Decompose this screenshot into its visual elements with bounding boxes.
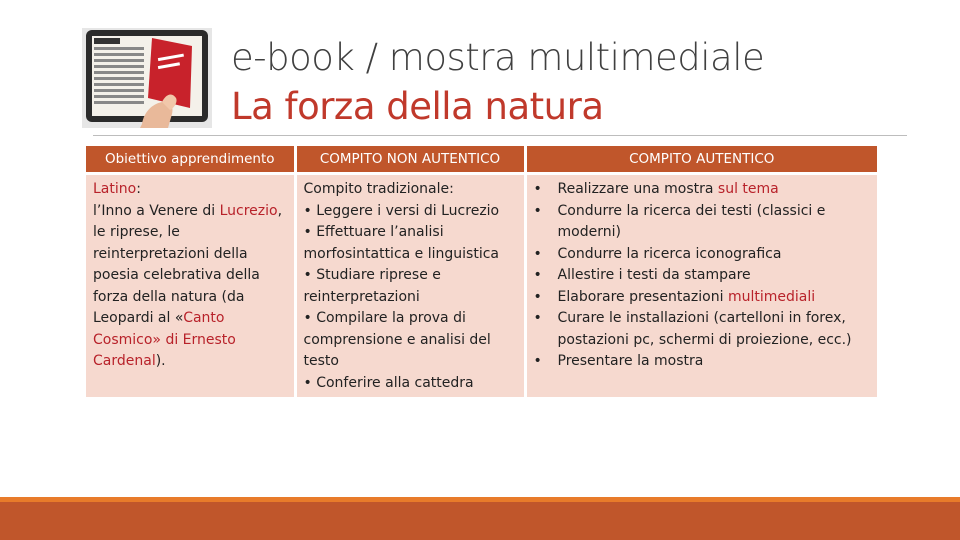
list-item: • Conferire alla cattedra — [303, 374, 474, 391]
comparison-table — [86, 146, 877, 397]
footer-bar — [0, 497, 960, 540]
header-authentic: COMPITO AUTENTICO — [525, 146, 877, 174]
objective-cell — [86, 174, 295, 398]
page-title-line2: La forza della natura — [231, 85, 604, 128]
page-title-line1: e-book / mostra multimediale — [231, 36, 765, 79]
list-item — [534, 287, 872, 309]
list-item: • Effettuare l’analisi morfosintattica e linguistica — [303, 224, 499, 262]
table-header-row — [86, 146, 877, 174]
title-divider — [93, 135, 907, 136]
list-item: • Studiare riprese e reinterpretazioni — [303, 267, 441, 305]
list-item-text: Curare le installazioni (cartelloni in forex, postazioni pc, schermi di proiezione, ecc.) — [557, 310, 852, 348]
list-item — [534, 244, 872, 266]
list-item-highlight: multimediali — [727, 288, 816, 305]
lucrezio-text: Lucrezio — [219, 202, 278, 219]
list-item: • Compilare la prova di comprensione e analisi del testo — [303, 310, 491, 369]
list-item — [534, 201, 872, 244]
authentic-cell — [525, 174, 877, 398]
list-item — [534, 351, 872, 373]
footer-stripe — [0, 497, 960, 502]
list-item-text: Condurre la ricerca iconografica — [557, 245, 782, 262]
list-item-text: Realizzare una mostra — [557, 181, 718, 197]
list-item: • Leggere i versi di Lucrezio — [303, 202, 500, 219]
header-non-authentic: COMPITO NON AUTENTICO — [295, 146, 525, 174]
list-item — [534, 308, 872, 351]
sep-text: : — [136, 181, 141, 197]
canto-cosmico-text: Canto Cosmico» di Ernesto Cardenal — [93, 310, 236, 369]
table-row — [86, 174, 877, 398]
list-item — [534, 179, 872, 201]
non-authentic-cell — [295, 174, 525, 398]
list-item-highlight: sul tema — [717, 181, 779, 197]
latino-text: Latino — [93, 181, 137, 197]
list-item-text: Allestire i testi da stampare — [557, 267, 751, 283]
list-item-text: Elaborare presentazioni — [557, 288, 728, 305]
non-authentic-intro: Compito tradizionale: — [303, 181, 454, 197]
list-item-text: Presentare la mostra — [557, 353, 704, 369]
authentic-list — [534, 179, 872, 373]
objective-rest-text: le riprese, le reinterpretazioni della poesia celebrativa della forza della natura (da Leopardi al « — [93, 224, 260, 326]
list-item-text: Condurre la ricerca dei testi (classici e moderni) — [557, 202, 826, 240]
tablet-ebook-image — [82, 28, 212, 128]
inno-text: l’Inno a Venere di — [93, 202, 220, 219]
header-objective: Obiettivo apprendimento — [86, 146, 295, 174]
sep-text-2: , — [277, 202, 283, 219]
list-item — [534, 265, 872, 287]
objective-end-text: ). — [155, 353, 166, 369]
